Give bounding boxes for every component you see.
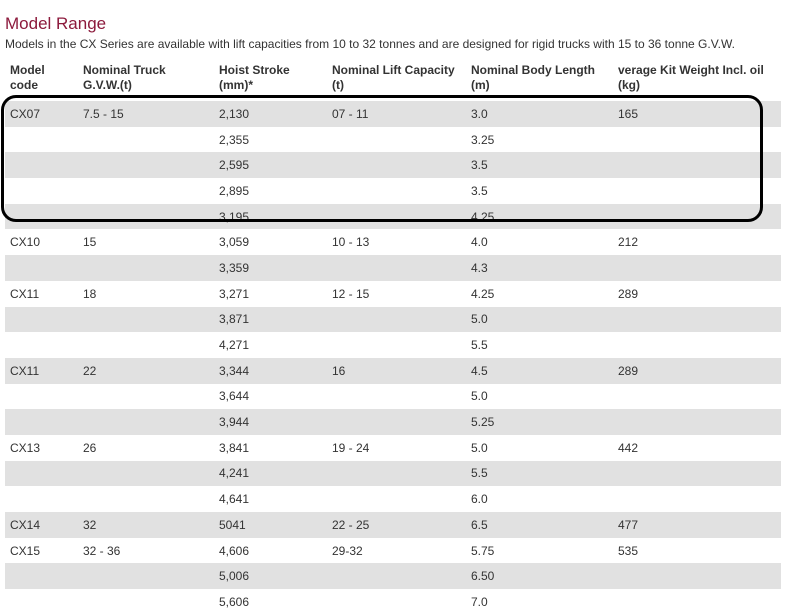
cell-nominal-lift-capacity bbox=[327, 332, 466, 358]
cell-hoist-stroke: 3,871 bbox=[214, 307, 327, 333]
cell-nominal-truck-gvw: 26 bbox=[78, 435, 214, 461]
cell-nominal-body-length: 5.25 bbox=[466, 409, 613, 435]
cell-hoist-stroke: 4,641 bbox=[214, 486, 327, 512]
table-row bbox=[5, 281, 781, 307]
column-header-line: Nominal Body Length bbox=[471, 63, 595, 77]
cell-average-kit-weight bbox=[613, 384, 781, 410]
cell-average-kit-weight bbox=[613, 409, 781, 435]
table-row bbox=[5, 512, 781, 538]
column-header-line: (m) bbox=[471, 78, 490, 92]
cell-model-code: CX14 bbox=[5, 512, 78, 538]
table-row bbox=[5, 332, 781, 358]
cell-model-code bbox=[5, 563, 78, 589]
column-header-line: (kg) bbox=[618, 78, 640, 92]
cell-average-kit-weight: 289 bbox=[613, 358, 781, 384]
cell-nominal-body-length: 4.0 bbox=[466, 229, 613, 255]
cell-average-kit-weight bbox=[613, 127, 781, 153]
cell-nominal-body-length: 6.5 bbox=[466, 512, 613, 538]
cell-hoist-stroke: 3,059 bbox=[214, 229, 327, 255]
cell-nominal-body-length: 4.25 bbox=[466, 281, 613, 307]
cell-hoist-stroke: 3,359 bbox=[214, 255, 327, 281]
cell-nominal-truck-gvw bbox=[78, 563, 214, 589]
cell-hoist-stroke: 2,130 bbox=[214, 101, 327, 127]
cell-nominal-truck-gvw bbox=[78, 486, 214, 512]
cell-model-code bbox=[5, 204, 78, 230]
cell-model-code: CX10 bbox=[5, 229, 78, 255]
cell-model-code bbox=[5, 127, 78, 153]
table-row bbox=[5, 358, 781, 384]
column-header-nominal-truck-gvw bbox=[78, 60, 214, 101]
cell-nominal-body-length: 4.25 bbox=[466, 204, 613, 230]
cell-average-kit-weight bbox=[613, 152, 781, 178]
cell-average-kit-weight: 289 bbox=[613, 281, 781, 307]
cell-nominal-truck-gvw bbox=[78, 589, 214, 615]
table-row bbox=[5, 409, 781, 435]
cell-nominal-truck-gvw bbox=[78, 307, 214, 333]
cell-nominal-lift-capacity bbox=[327, 127, 466, 153]
table-row bbox=[5, 229, 781, 255]
column-header-nominal-lift-capacity bbox=[327, 60, 466, 101]
table-row bbox=[5, 435, 781, 461]
cell-nominal-lift-capacity bbox=[327, 178, 466, 204]
cell-model-code bbox=[5, 589, 78, 615]
cell-average-kit-weight: 212 bbox=[613, 229, 781, 255]
table-row bbox=[5, 178, 781, 204]
table-row bbox=[5, 486, 781, 512]
column-header-line: G.V.W.(t) bbox=[83, 78, 132, 92]
cell-nominal-lift-capacity bbox=[327, 461, 466, 487]
cell-hoist-stroke: 3,644 bbox=[214, 384, 327, 410]
cell-nominal-truck-gvw: 15 bbox=[78, 229, 214, 255]
cell-nominal-body-length: 5.0 bbox=[466, 307, 613, 333]
cell-nominal-truck-gvw bbox=[78, 255, 214, 281]
cell-hoist-stroke: 5041 bbox=[214, 512, 327, 538]
cell-nominal-body-length: 5.5 bbox=[466, 461, 613, 487]
cell-nominal-body-length: 6.0 bbox=[466, 486, 613, 512]
cell-model-code bbox=[5, 384, 78, 410]
cell-nominal-lift-capacity bbox=[327, 384, 466, 410]
cell-nominal-lift-capacity: 12 - 15 bbox=[327, 281, 466, 307]
column-header-line: verage Kit Weight Incl. oil bbox=[618, 63, 764, 77]
cell-average-kit-weight bbox=[613, 486, 781, 512]
page-title: Model Range bbox=[5, 14, 107, 33]
cell-hoist-stroke: 5,006 bbox=[214, 563, 327, 589]
cell-hoist-stroke: 2,355 bbox=[214, 127, 327, 153]
cell-hoist-stroke: 3,841 bbox=[214, 435, 327, 461]
table-row bbox=[5, 255, 781, 281]
cell-average-kit-weight bbox=[613, 589, 781, 615]
cell-nominal-lift-capacity bbox=[327, 152, 466, 178]
cell-nominal-truck-gvw bbox=[78, 461, 214, 487]
cell-model-code: CX11 bbox=[5, 281, 78, 307]
column-header-line: Nominal Truck bbox=[83, 63, 166, 77]
cell-nominal-lift-capacity bbox=[327, 204, 466, 230]
column-header-hoist-stroke bbox=[214, 60, 327, 101]
column-header-line: code bbox=[10, 78, 39, 92]
cell-nominal-truck-gvw: 32 bbox=[78, 512, 214, 538]
column-header-line: (t) bbox=[332, 78, 344, 92]
cell-nominal-body-length: 4.5 bbox=[466, 358, 613, 384]
cell-nominal-body-length: 3.0 bbox=[466, 101, 613, 127]
cell-model-code bbox=[5, 461, 78, 487]
cell-nominal-lift-capacity: 19 - 24 bbox=[327, 435, 466, 461]
cell-nominal-body-length: 3.5 bbox=[466, 152, 613, 178]
header-row bbox=[5, 60, 781, 101]
cell-nominal-truck-gvw bbox=[78, 332, 214, 358]
cell-nominal-body-length: 5.0 bbox=[466, 384, 613, 410]
cell-average-kit-weight bbox=[613, 255, 781, 281]
table-body bbox=[5, 101, 781, 615]
cell-nominal-truck-gvw bbox=[78, 204, 214, 230]
cell-model-code bbox=[5, 332, 78, 358]
cell-nominal-lift-capacity: 22 - 25 bbox=[327, 512, 466, 538]
cell-nominal-lift-capacity bbox=[327, 409, 466, 435]
column-header-nominal-body-length bbox=[466, 60, 613, 101]
cell-average-kit-weight bbox=[613, 332, 781, 358]
cell-hoist-stroke: 4,606 bbox=[214, 538, 327, 564]
cell-average-kit-weight: 442 bbox=[613, 435, 781, 461]
cell-model-code bbox=[5, 178, 78, 204]
cell-average-kit-weight bbox=[613, 204, 781, 230]
cell-model-code bbox=[5, 307, 78, 333]
cell-nominal-truck-gvw: 18 bbox=[78, 281, 214, 307]
cell-nominal-body-length: 6.50 bbox=[466, 563, 613, 589]
cell-hoist-stroke: 2,895 bbox=[214, 178, 327, 204]
cell-hoist-stroke: 4,241 bbox=[214, 461, 327, 487]
table-row bbox=[5, 307, 781, 333]
cell-nominal-truck-gvw bbox=[78, 127, 214, 153]
cell-nominal-lift-capacity bbox=[327, 255, 466, 281]
table-row bbox=[5, 461, 781, 487]
cell-nominal-body-length: 5.75 bbox=[466, 538, 613, 564]
cell-model-code bbox=[5, 255, 78, 281]
cell-hoist-stroke: 3,195 bbox=[214, 204, 327, 230]
cell-nominal-body-length: 4.3 bbox=[466, 255, 613, 281]
cell-average-kit-weight bbox=[613, 461, 781, 487]
cell-nominal-truck-gvw: 32 - 36 bbox=[78, 538, 214, 564]
table-row bbox=[5, 127, 781, 153]
column-header-average-kit-weight bbox=[613, 60, 781, 101]
column-header-model-code bbox=[5, 60, 78, 101]
table-header bbox=[5, 60, 781, 101]
table-row bbox=[5, 538, 781, 564]
cell-nominal-truck-gvw bbox=[78, 152, 214, 178]
cell-nominal-body-length: 7.0 bbox=[466, 589, 613, 615]
cell-hoist-stroke: 2,595 bbox=[214, 152, 327, 178]
cell-average-kit-weight bbox=[613, 307, 781, 333]
column-header-line: Model bbox=[10, 63, 45, 77]
cell-hoist-stroke: 3,271 bbox=[214, 281, 327, 307]
cell-model-code: CX11 bbox=[5, 358, 78, 384]
cell-average-kit-weight bbox=[613, 563, 781, 589]
cell-average-kit-weight: 535 bbox=[613, 538, 781, 564]
cell-average-kit-weight: 165 bbox=[613, 101, 781, 127]
cell-nominal-lift-capacity bbox=[327, 307, 466, 333]
cell-nominal-body-length: 5.0 bbox=[466, 435, 613, 461]
cell-nominal-lift-capacity: 29-32 bbox=[327, 538, 466, 564]
cell-nominal-truck-gvw: 22 bbox=[78, 358, 214, 384]
cell-model-code: CX15 bbox=[5, 538, 78, 564]
table-row bbox=[5, 563, 781, 589]
cell-nominal-lift-capacity bbox=[327, 563, 466, 589]
table-row bbox=[5, 204, 781, 230]
cell-nominal-lift-capacity: 07 - 11 bbox=[327, 101, 466, 127]
cell-model-code bbox=[5, 409, 78, 435]
table-row bbox=[5, 101, 781, 127]
cell-model-code bbox=[5, 152, 78, 178]
table-row bbox=[5, 384, 781, 410]
cell-nominal-truck-gvw bbox=[78, 384, 214, 410]
cell-average-kit-weight bbox=[613, 178, 781, 204]
cell-nominal-lift-capacity bbox=[327, 589, 466, 615]
cell-model-code: CX13 bbox=[5, 435, 78, 461]
cell-nominal-body-length: 5.5 bbox=[466, 332, 613, 358]
cell-nominal-body-length: 3.5 bbox=[466, 178, 613, 204]
cell-model-code: CX07 bbox=[5, 101, 78, 127]
table-row bbox=[5, 589, 781, 615]
cell-nominal-body-length: 3.25 bbox=[466, 127, 613, 153]
cell-hoist-stroke: 4,271 bbox=[214, 332, 327, 358]
cell-model-code bbox=[5, 486, 78, 512]
cell-hoist-stroke: 3,344 bbox=[214, 358, 327, 384]
cell-hoist-stroke: 3,944 bbox=[214, 409, 327, 435]
cell-nominal-lift-capacity: 16 bbox=[327, 358, 466, 384]
cell-nominal-truck-gvw bbox=[78, 409, 214, 435]
cell-nominal-lift-capacity bbox=[327, 486, 466, 512]
cell-nominal-truck-gvw: 7.5 - 15 bbox=[78, 101, 214, 127]
column-header-line: (mm)* bbox=[219, 78, 254, 92]
table-row bbox=[5, 152, 781, 178]
cell-hoist-stroke: 5,606 bbox=[214, 589, 327, 615]
column-header-line: Hoist Stroke bbox=[219, 63, 290, 77]
cell-nominal-lift-capacity: 10 - 13 bbox=[327, 229, 466, 255]
column-header-line: Nominal Lift Capacity bbox=[332, 63, 455, 77]
model-range-table bbox=[5, 60, 781, 615]
page-subtitle: Models in the CX Series are available with lift capacities from 10 to 32 tonnes and are designed for rigid trucks with 15 to 36 tonne G.V.W. bbox=[5, 37, 735, 51]
cell-nominal-truck-gvw bbox=[78, 178, 214, 204]
cell-average-kit-weight: 477 bbox=[613, 512, 781, 538]
